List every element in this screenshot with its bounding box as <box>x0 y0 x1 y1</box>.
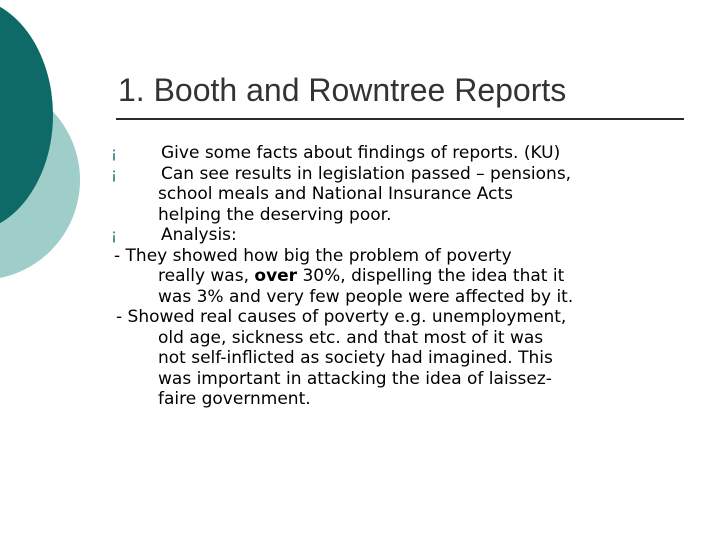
bullet-text: helping the deserving poor. <box>158 204 392 225</box>
dash-text: not self-inflicted as society had imagined. This <box>158 348 553 368</box>
bullet-text: school meals and National Insurance Acts <box>158 184 513 204</box>
dash-text: faire government. <box>158 389 311 409</box>
bullet-item-2-continuation <box>108 205 698 226</box>
bullet-text: Can see results in legislation passed – pensions, <box>161 163 572 184</box>
dash-text-pre: really was, <box>158 266 255 286</box>
bullet-icon: ¡ <box>111 164 118 183</box>
dash-text-post: 30%, dispelling the idea that it <box>297 266 565 286</box>
dash-item-2 <box>108 307 698 328</box>
bullet-text: Analysis: <box>161 225 237 245</box>
bullet-item-3 <box>108 225 698 246</box>
bullet-text: Give some facts about findings of reports. (KU) <box>161 143 561 163</box>
dash-item-1-continuation <box>108 287 698 308</box>
slide-title: 1. Booth and Rowntree Reports <box>118 72 567 108</box>
bullet-item-2 <box>108 164 698 185</box>
dash-item-2-continuation <box>108 369 698 390</box>
dash-text: was 3% and very few people were affected by it. <box>158 286 574 307</box>
dash-item-2-continuation <box>108 328 698 349</box>
bullet-item-1 <box>108 143 698 164</box>
dash-text: - Showed real causes of poverty e.g. unemployment, <box>116 307 567 327</box>
dash-text-bold: over <box>254 266 298 286</box>
dash-item-1 <box>108 246 698 267</box>
teal-circle-decoration <box>0 0 120 300</box>
bullet-icon: ¡ <box>111 144 118 162</box>
dash-item-1-continuation <box>108 266 698 287</box>
dash-item-2-continuation <box>108 389 698 410</box>
dash-text: old age, sickness etc. and that most of it was <box>158 327 544 348</box>
title-underline <box>116 118 684 120</box>
bullet-item-2-continuation <box>108 184 698 205</box>
bullet-icon: ¡ <box>111 226 118 244</box>
slide-body <box>108 143 698 410</box>
dash-text: was important in attacking the idea of laissez- <box>158 368 552 389</box>
dash-item-2-continuation <box>108 348 698 369</box>
dash-text: - They showed how big the problem of poverty <box>114 245 512 266</box>
